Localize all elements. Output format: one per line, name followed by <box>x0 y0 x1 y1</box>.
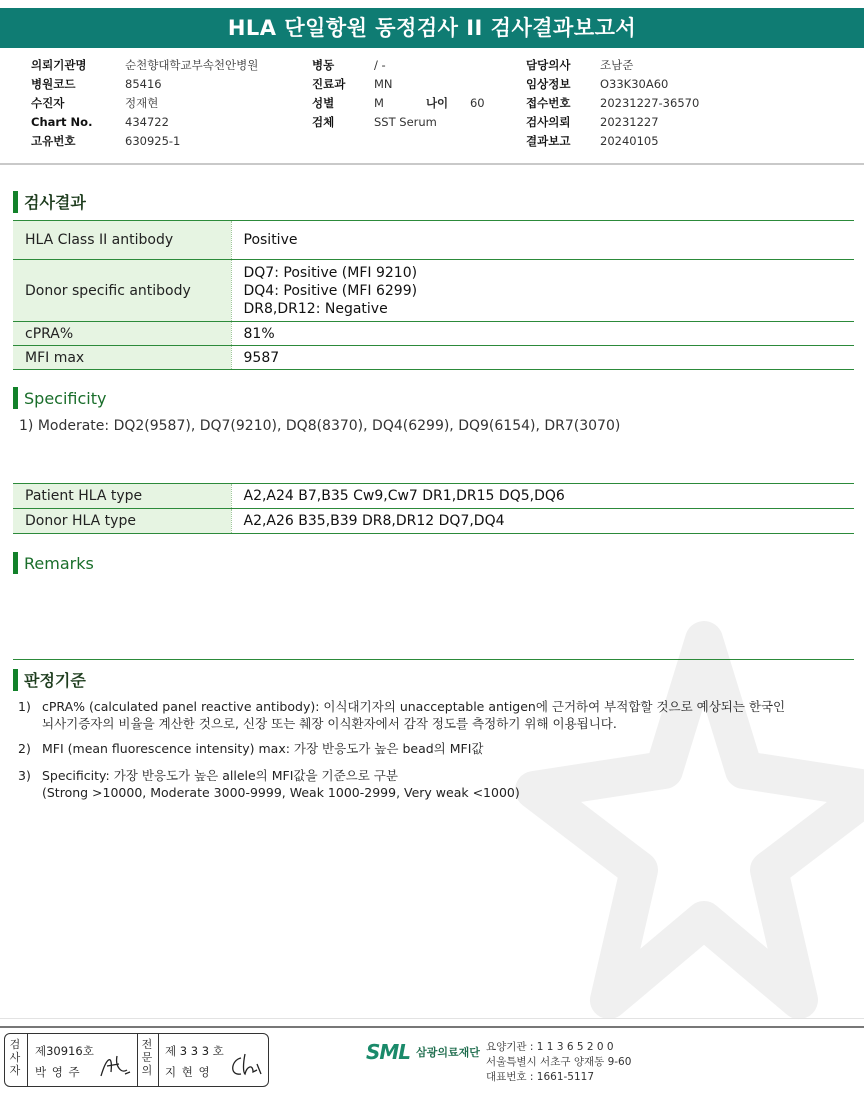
result-key: HLA Class II antibody <box>13 221 231 260</box>
signer2-label: 전문의 <box>141 1038 153 1077</box>
org-name: 삼광의료재단 <box>416 1046 480 1059</box>
hla-key: Patient HLA type <box>13 484 231 509</box>
signature-box <box>4 1033 269 1087</box>
info-row: 담당의사 조남준 <box>526 58 634 72</box>
remarks-divider <box>13 659 854 660</box>
table-row <box>13 484 854 509</box>
info-row: 검체 SST Serum <box>312 115 437 129</box>
hla-value: A2,A26 B35,B39 DR8,DR12 DQ7,DQ4 <box>231 509 854 534</box>
results-section-title: 검사결과 <box>13 190 86 213</box>
result-value: DQ7: Positive (MFI 9210) DQ4: Positive (MFI 6299) DR8,DR12: Negative <box>231 260 854 322</box>
info-row: 진료과 MN <box>312 77 393 91</box>
signer1-license: 제30916호 <box>35 1044 94 1058</box>
watermark-star-icon <box>504 600 864 1030</box>
criteria-section-title: 판정기준 <box>13 668 86 691</box>
signer1-name: 박 영 주 <box>35 1065 81 1079</box>
signer1-label: 검사자 <box>9 1038 21 1077</box>
info-row: 성별 M 나이 60 <box>312 94 485 113</box>
info-row: 결과보고 20240105 <box>526 134 659 148</box>
signature-2-icon <box>227 1050 265 1080</box>
result-key: MFI max <box>13 346 231 370</box>
header-divider <box>0 163 864 165</box>
hla-key: Donor HLA type <box>13 509 231 534</box>
result-value: 9587 <box>231 346 854 370</box>
report-title: HLA 단일항원 동정검사 II 검사결과보고서 <box>0 8 864 48</box>
specificity-text: 1) Moderate: DQ2(9587), DQ7(9210), DQ8(8370), DQ4(6299), DQ9(6154), DR7(3070) <box>19 418 621 434</box>
specificity-section-title: Specificity <box>13 387 106 409</box>
criteria-item: 3) Specificity: 가장 반응도가 높은 allele의 MFI값을 기준으로 구분 (Strong >10000, Moderate 3000-9999, Weak 1000-2999, Very weak <1000) <box>18 768 520 800</box>
info-row: 병동 / - <box>312 58 386 72</box>
hla-value: A2,A24 B7,B35 Cw9,Cw7 DR1,DR15 DQ5,DQ6 <box>231 484 854 509</box>
table-row <box>13 260 854 322</box>
hla-type-table <box>13 483 854 534</box>
result-value: Positive <box>231 221 854 260</box>
signature-1-icon <box>97 1052 133 1080</box>
logo-text: SML <box>366 1040 411 1064</box>
criteria-item: 1) cPRA% (calculated panel reactive antibody): 이식대기자의 unacceptable antigen에 근거하여 부적합할 것으로 예상되는 한국인 뇌사기증자의 비율을 계산한 것으로, 신장 또는 췌장 이식환자에서 감작 정도를 측정하기 위해 이용됩니다. <box>18 699 786 731</box>
footer-divider <box>0 1026 864 1028</box>
info-row: 의뢰기관명 순천향대학교부속천안병원 <box>31 58 259 72</box>
info-column-1 <box>31 56 258 151</box>
table-row <box>13 322 854 346</box>
info-row: 임상정보 O33K30A60 <box>526 77 669 91</box>
result-key: Donor specific antibody <box>13 260 231 322</box>
lab-info: 요양기관 : 1 1 3 6 5 2 0 0 서울특별시 서초구 양재동 9-60 대표번호 : 1661-5117 <box>486 1041 632 1083</box>
info-row: 검사의뢰 20231227 <box>526 115 659 129</box>
signer2-license: 제 3 3 3 호 <box>165 1044 224 1058</box>
table-row <box>13 509 854 534</box>
info-row: 접수번호 20231227-36570 <box>526 96 700 110</box>
table-row <box>13 346 854 370</box>
info-column-2 <box>312 56 485 132</box>
criteria-item: 2) MFI (mean fluorescence intensity) max: 가장 반응도가 높은 bead의 MFI값 <box>18 741 484 756</box>
table-row <box>13 221 854 260</box>
info-row: 병원코드 85416 <box>31 77 162 91</box>
info-row: 수진자 정재현 <box>31 96 159 110</box>
signer2-name: 지 현 영 <box>165 1065 211 1079</box>
remarks-section-title: Remarks <box>13 552 94 574</box>
result-key: cPRA% <box>13 322 231 346</box>
info-column-3 <box>526 56 699 151</box>
results-table <box>13 220 854 370</box>
result-value: 81% <box>231 322 854 346</box>
sml-logo <box>366 1040 480 1064</box>
age-label: 나이 <box>425 96 449 110</box>
footer-top-line <box>0 1018 864 1019</box>
info-row: Chart No. 434722 <box>31 115 169 129</box>
info-row: 고유번호 630925-1 <box>31 134 181 148</box>
age-value: 60 <box>469 96 485 110</box>
